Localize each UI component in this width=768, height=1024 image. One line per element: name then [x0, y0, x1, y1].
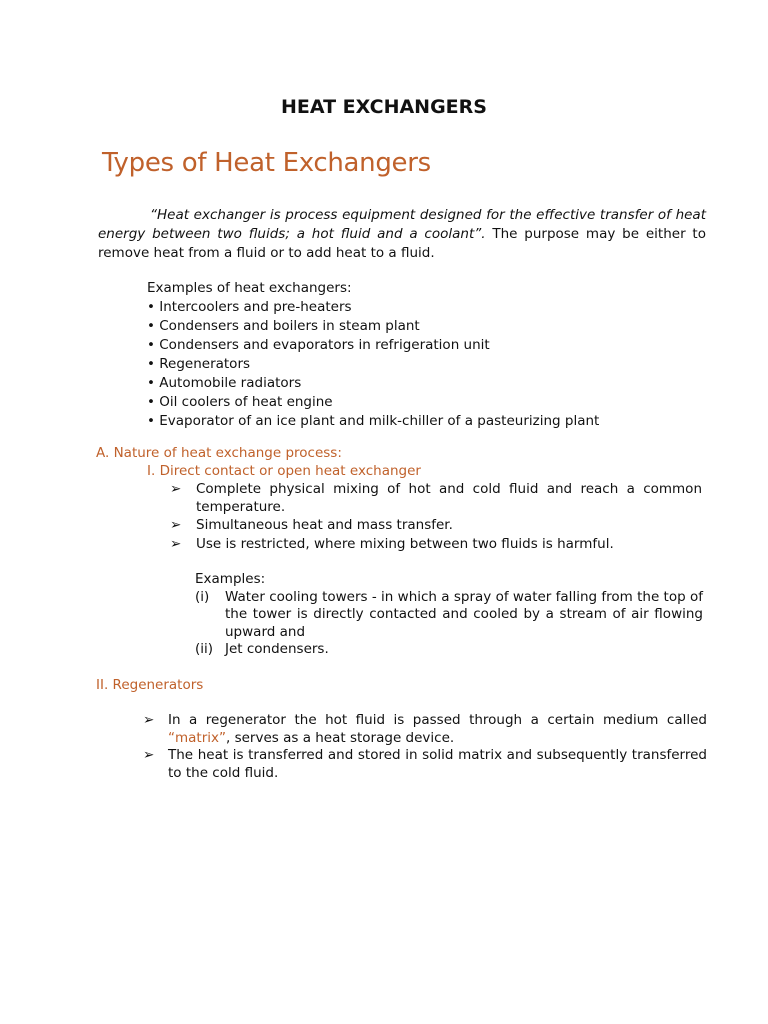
list-item: • Evaporator of an ice plant and milk-chiller of a pasteurizing plant	[147, 413, 600, 429]
examples-label: Examples:	[195, 571, 266, 587]
list-item: (i) Water cooling towers - in which a spray of water falling from the top of the tower is directly contacted and cooled by a stream of air flowing upward and	[195, 588, 703, 640]
list-item: ➢ Complete physical mixing of hot and cold fluid and reach a common temperature.	[170, 481, 702, 515]
examples-list	[147, 279, 667, 431]
list-item: • Oil coolers of heat engine	[147, 394, 333, 410]
examples-heading: Examples of heat exchangers:	[147, 280, 352, 296]
item-number: (i)	[195, 588, 210, 605]
heading-nature-of-process: A. Nature of heat exchange process:	[96, 445, 342, 461]
page-title: HEAT EXCHANGERS	[281, 96, 487, 118]
list-item: • Regenerators	[147, 356, 251, 372]
section-title: Types of Heat Exchangers	[102, 148, 431, 178]
list-item: ➢ Use is restricted, where mixing between two fluids is harmful.	[170, 535, 614, 552]
arrow-bullet-icon: ➢	[170, 517, 182, 533]
arrow-bullet-icon: ➢	[170, 535, 182, 552]
matrix-highlight: “matrix”	[168, 729, 226, 746]
arrow-bullet-icon: ➢	[143, 712, 155, 728]
intro-rest: The purpose may be either to remove heat from a fluid or to add heat to a fluid.	[98, 226, 706, 261]
list-item: • Automobile radiators	[147, 375, 302, 391]
item-number: (ii)	[195, 641, 214, 657]
arrow-bullet-icon: ➢	[170, 481, 182, 497]
direct-contact-examples	[195, 571, 703, 659]
list-item: ➢ The heat is transferred and stored in solid matrix and subsequently transferred to the cold fluid.	[143, 747, 707, 781]
arrow-bullet-icon: ➢	[143, 747, 155, 763]
definition-quote: “Heat exchanger is process equipment designed for the effective transfer of heat energy between two fluids; a hot fluid and a coolant”.	[98, 207, 706, 242]
list-item: • Condensers and boilers in steam plant	[147, 318, 420, 334]
heading-direct-contact: I. Direct contact or open heat exchanger	[147, 463, 421, 479]
list-item: ➢ In a regenerator the hot fluid is passed through a certain medium called “matrix”, serves as a heat storage device.	[143, 712, 707, 746]
intro-paragraph	[98, 206, 706, 263]
list-item: ➢ Simultaneous heat and mass transfer.	[170, 517, 453, 533]
heading-regenerators: II. Regenerators	[96, 677, 204, 693]
list-item: • Condensers and evaporators in refrigeration unit	[147, 337, 490, 353]
list-item: • Intercoolers and pre-heaters	[147, 299, 352, 315]
regenerator-points	[143, 712, 707, 782]
direct-contact-points	[170, 481, 702, 554]
list-item: (ii) Jet condensers.	[195, 641, 329, 657]
